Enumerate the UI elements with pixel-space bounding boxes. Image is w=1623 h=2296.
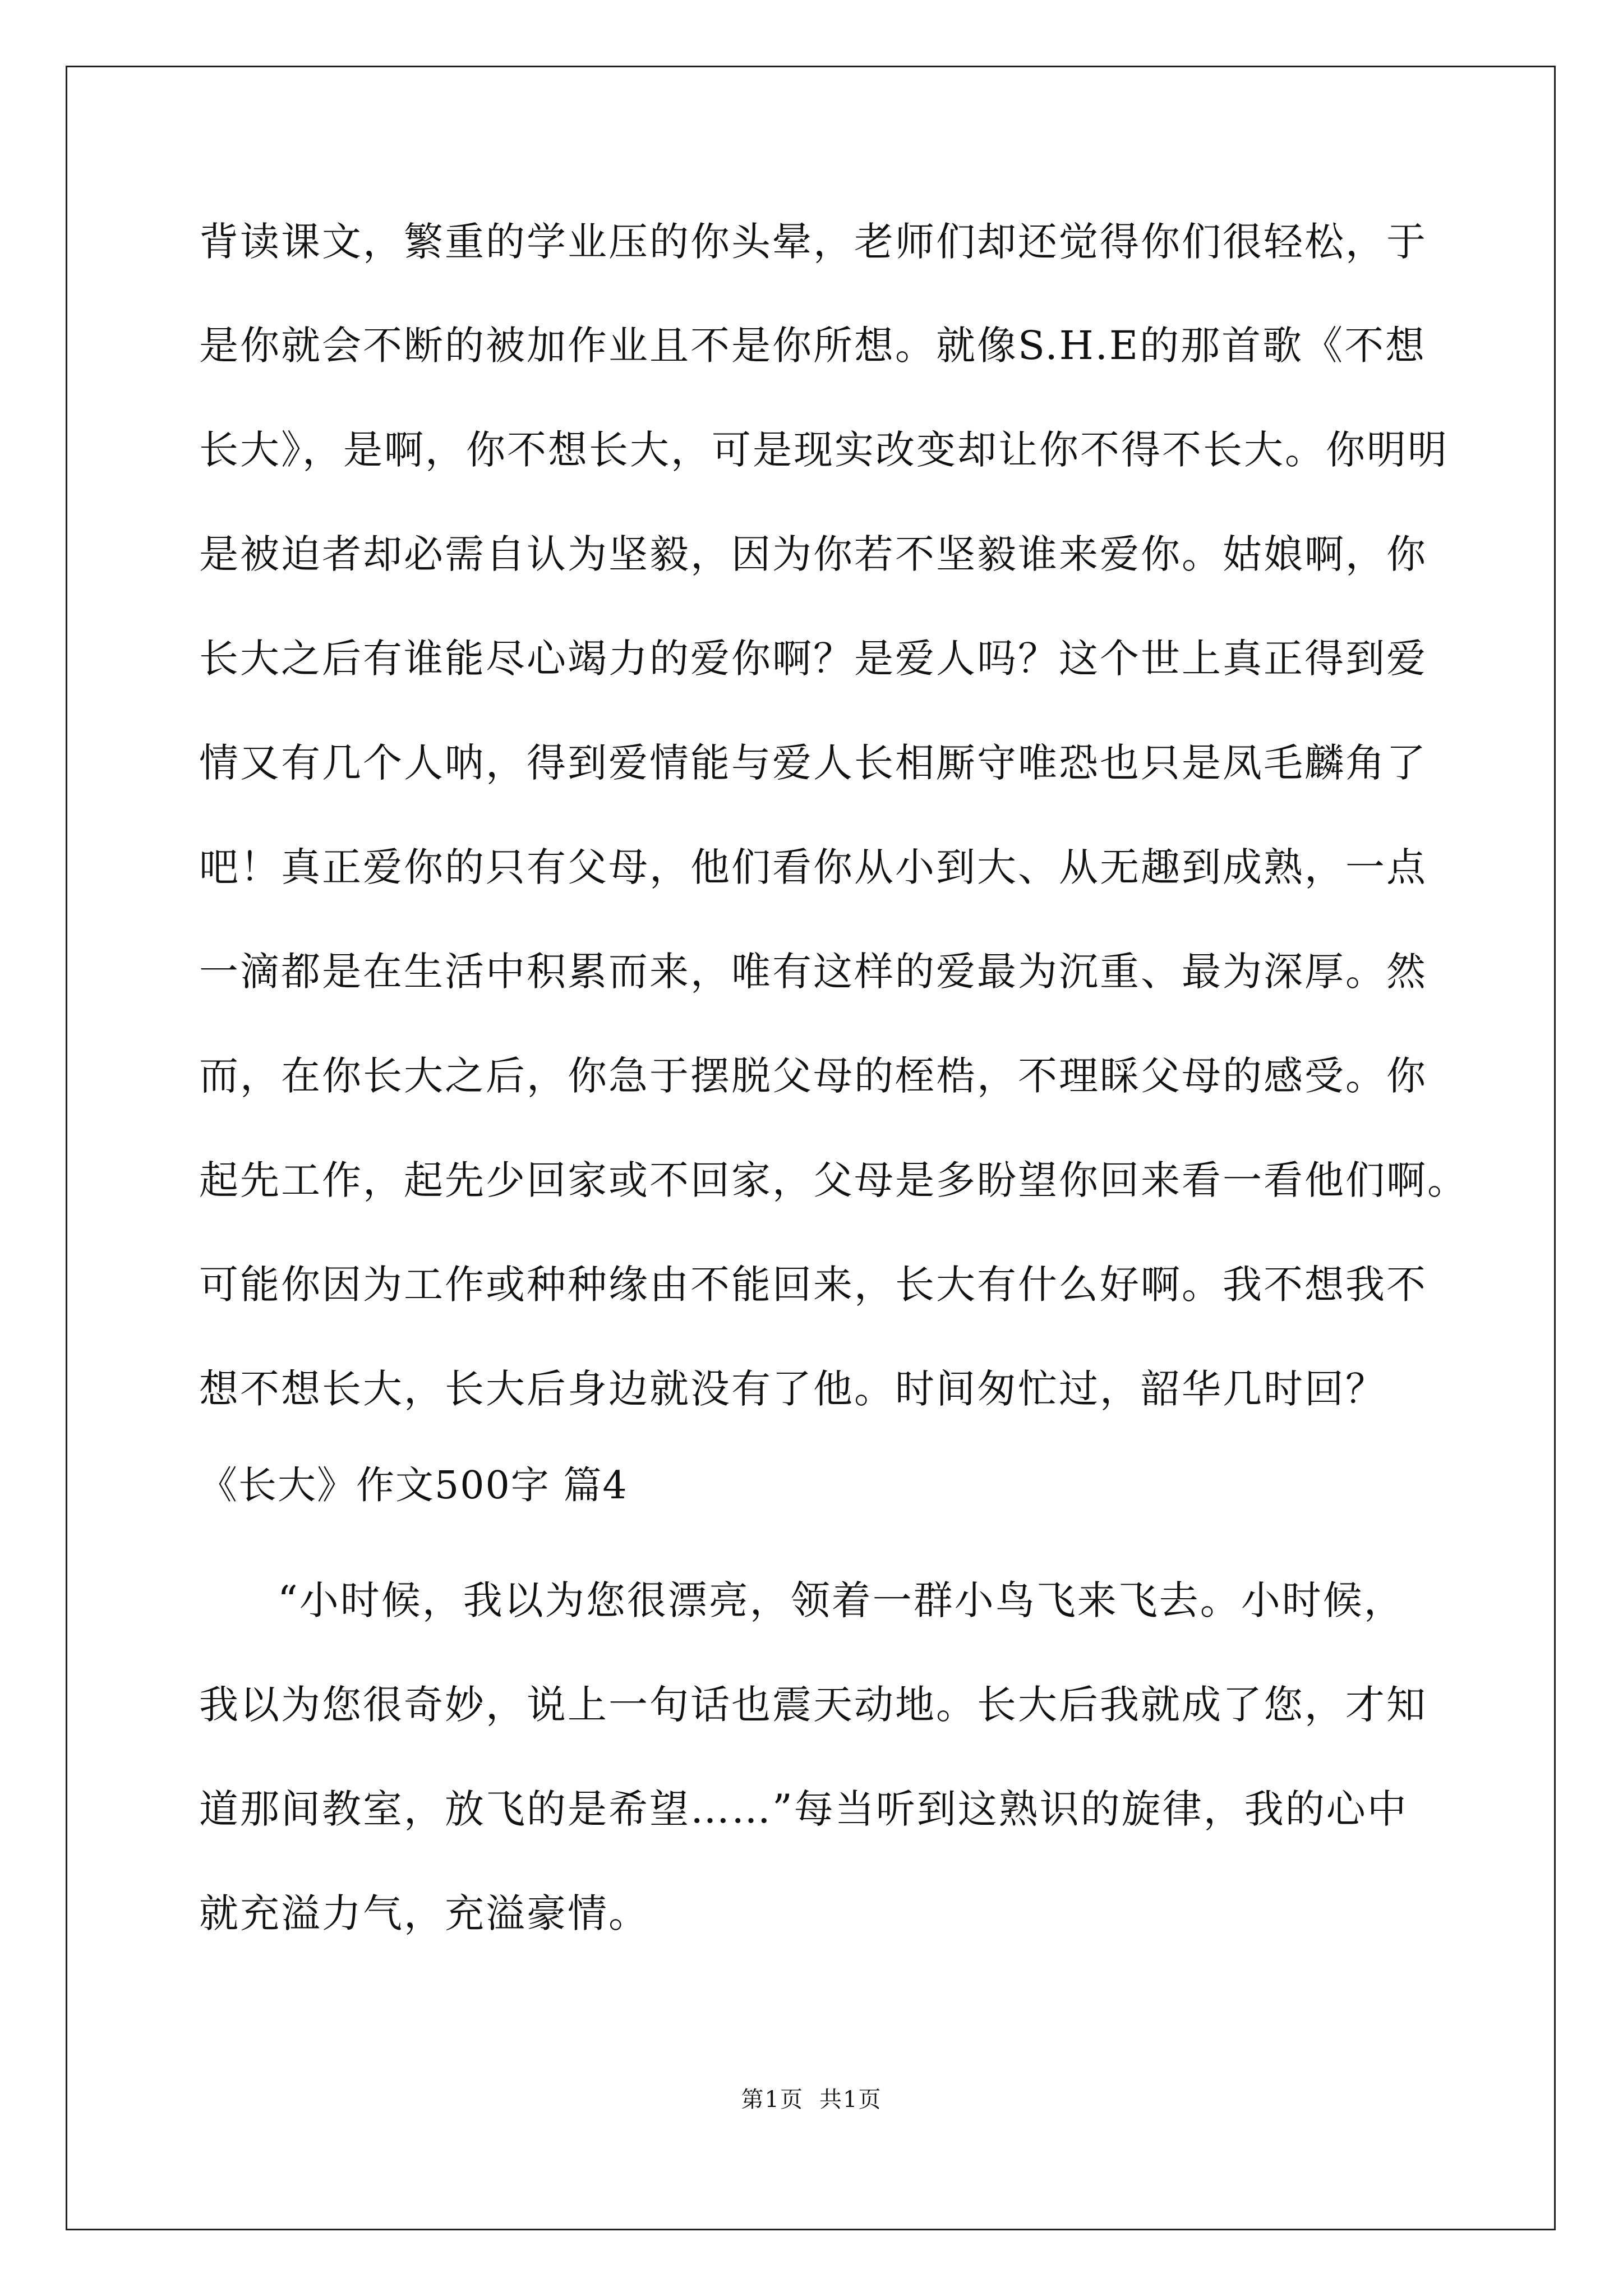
paragraph-line: 长大之后有谁能尽心竭力的爱你啊？是爱人吗？这个世上真正得到爱 <box>199 636 1427 682</box>
paragraph-line: 我以为您很奇妙，说上一句话也震天动地。长大后我就成了您，才知 <box>199 1682 1427 1728</box>
paragraph-line: 就充溢力气，充溢豪情。 <box>199 1890 649 1936</box>
paragraph-line: “小时候，我以为您很漂亮，领着一群小鸟飞来飞去。小时候， <box>278 1577 1405 1623</box>
paragraph-line: 而，在你长大之后，你急于摆脱父母的桎梏，不理睬父母的感受。你 <box>199 1053 1427 1099</box>
paragraph-line: 背读课文，繁重的学业压的你头晕，老师们却还觉得你们很轻松，于 <box>199 219 1427 265</box>
paragraph-line: 道那间教室，放飞的是希望……”每当听到这熟识的旋律，我的心中 <box>199 1786 1408 1832</box>
page-number: 第1页 <box>741 2087 804 2113</box>
paragraph-line: 一滴都是在生活中积累而来，唯有这样的爱最为沉重、最为深厚。然 <box>199 949 1427 995</box>
paragraph-line: 可能你因为工作或种种缘由不能回来，长大有什么好啊。我不想我不 <box>199 1262 1427 1308</box>
paragraph-line: 想不想长大，长大后身边就没有了他。时间匆忙过，韶华几时回？ <box>199 1366 1386 1412</box>
paragraph-line: 吧！真正爱你的只有父母，他们看你从小到大、从无趣到成熟，一点 <box>199 844 1427 890</box>
section-heading: 《长大》作文500字 篇4 <box>199 1464 628 1508</box>
paragraph-line: 是你就会不断的被加作业且不是你所想。就像S.H.E的那首歌《不想 <box>199 323 1427 369</box>
paragraph-line: 长大》，是啊，你不想长大，可是现实改变却让你不得不长大。你明明 <box>199 427 1449 473</box>
total-pages: 共1页 <box>819 2087 882 2113</box>
paragraph-line: 情又有几个人呐，得到爱情能与爱人长相厮守唯恐也只是凤毛麟角了 <box>199 740 1427 786</box>
paragraph-line: 起先工作，起先少回家或不回家，父母是多盼望你回来看一看他们啊。 <box>199 1157 1468 1203</box>
paragraph-line: 是被迫者却必需自认为坚毅，因为你若不坚毅谁来爱你。姑娘啊，你 <box>199 531 1427 577</box>
page-footer <box>0 2086 1623 2114</box>
